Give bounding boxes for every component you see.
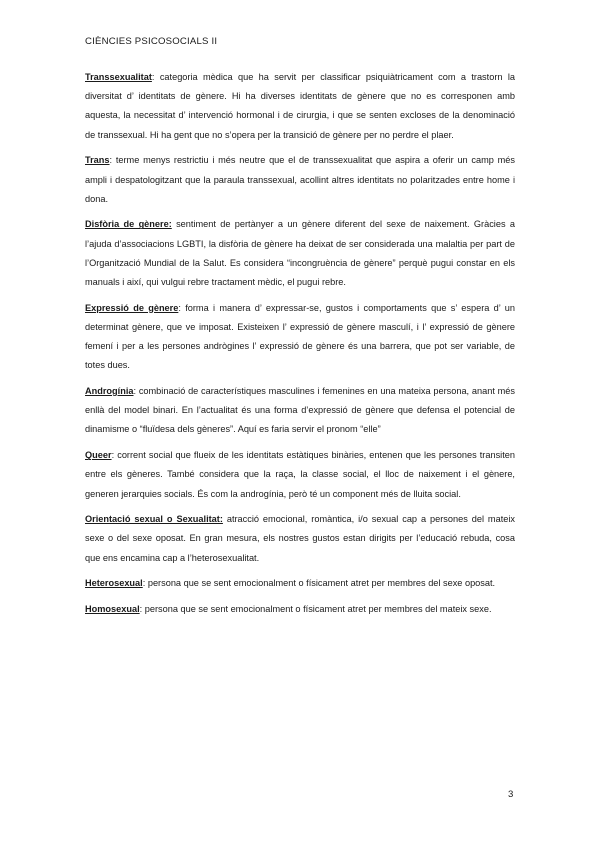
- entry-definition: categoria mèdica que ha servit per classificar psiquiàtricament com a trastorn la diversitat d’ identitats de gènere. Hi ha diverses identitats de gènere que no es corresponen amb aquesta, la necessitat d’ intervenció hormonal i de cirurgia, i que se senten excloses de la denominació de transsexual. Hi ha gent que no s’opera per la transició de gènere per no perdre el plaer.: [85, 72, 515, 140]
- page-header: CIÈNCIES PSICOSOCIALS II: [85, 36, 218, 47]
- entry-term: Transsexualitat: [85, 72, 152, 82]
- glossary-entry-disforia-de-genere: [85, 215, 515, 292]
- glossary-content: [85, 68, 515, 626]
- entry-term: Heterosexual: [85, 578, 143, 589]
- glossary-entry-transsexualitat: [85, 68, 515, 145]
- glossary-entry-trans: [85, 151, 515, 209]
- entry-term: Trans: [85, 155, 110, 166]
- entry-term: Queer: [85, 450, 112, 461]
- entry-term: Homosexual: [85, 604, 140, 615]
- entry-definition: sentiment de pertànyer a un gènere diferent del sexe de naixement. Gràcies a l’ajuda d’associacions LGBTI, la disfòria de gènere ha deixat de ser considerada una malaltia per part de l’Organització Mundial de la Salut. Es considera “incongruència de gènere” perquè pugui constar en els manuals i així, qui vulgui rebre tractament mèdic, el pugui rebre.: [85, 219, 515, 288]
- entry-definition: forma i manera d’ expressar-se, gustos i comportaments que s’ espera d’ un determinat gènere, que ve imposat. Existeixen l’ expressió de gènere masculí, i l’ expressió de gènere femení i per a les persones andrògines l’ expressió de gènere és una barrera, que pot ser variable, de totes dues.: [85, 302, 516, 371]
- glossary-entry-homosexual: [85, 600, 515, 619]
- entry-separator: :: [151, 72, 155, 82]
- glossary-entry-expressio-de-genere: [85, 299, 515, 376]
- entry-definition: terme menys restrictiu i més neutre que el de transsexualitat que aspira a oferir un camp més ampli i despatologitzant que la paraula transsexual, acollint altres identitats no polaritzades entre home i dona.: [85, 155, 515, 204]
- entry-definition: persona que se sent emocionalment o físicament atret per membres del mateix sexe.: [142, 604, 492, 615]
- entry-term: Orientació sexual o Sexualitat:: [85, 514, 223, 525]
- entry-separator: :: [178, 302, 181, 313]
- entry-definition: atracció emocional, romàntica, i/o sexual cap a persones del mateix sexe o del sexe oposat. En gran mesura, els nostres gustos estan dirigits per l’educació rebuda, cosa que ens encamina cap a l’heterosexualitat.: [85, 514, 515, 563]
- entry-separator: :: [133, 386, 137, 397]
- page-number: 3: [508, 789, 514, 800]
- glossary-entry-orientacio-sexual: [85, 510, 515, 568]
- entry-definition: corrent social que flueix de les identitats estàtiques binàries, entenen que les persones transiten entre els gèneres. També considera que la raça, la classe social, el lloc de naixement i el gènere, generen jerarquies socials. És com la androgínia, però té un component més de lluita social.: [85, 450, 515, 499]
- entry-definition: combinació de característiques masculines i femenines en una mateixa persona, anant més enllà del model binari. En l’actualitat és una forma d’expressió de gènere que defensa el potencial de dinamisme o “fluïdesa dels gèneres”. Aquí es faria servir el pronom “elle”: [85, 386, 515, 435]
- entry-definition: persona que se sent emocionalment o físicament atret per membres del sexe oposat.: [145, 578, 496, 589]
- entry-separator: :: [139, 604, 143, 615]
- glossary-entry-androginia: [85, 382, 515, 440]
- glossary-entry-heterosexual: [85, 574, 515, 593]
- entry-separator: :: [142, 578, 146, 589]
- entry-term: Disfòria de gènere:: [85, 219, 172, 230]
- entry-separator: :: [109, 155, 113, 166]
- entry-term: Expressió de gènere: [85, 302, 179, 313]
- entry-term: Androgínia: [85, 386, 134, 397]
- entry-separator: :: [111, 450, 115, 461]
- glossary-entry-queer: [85, 446, 515, 504]
